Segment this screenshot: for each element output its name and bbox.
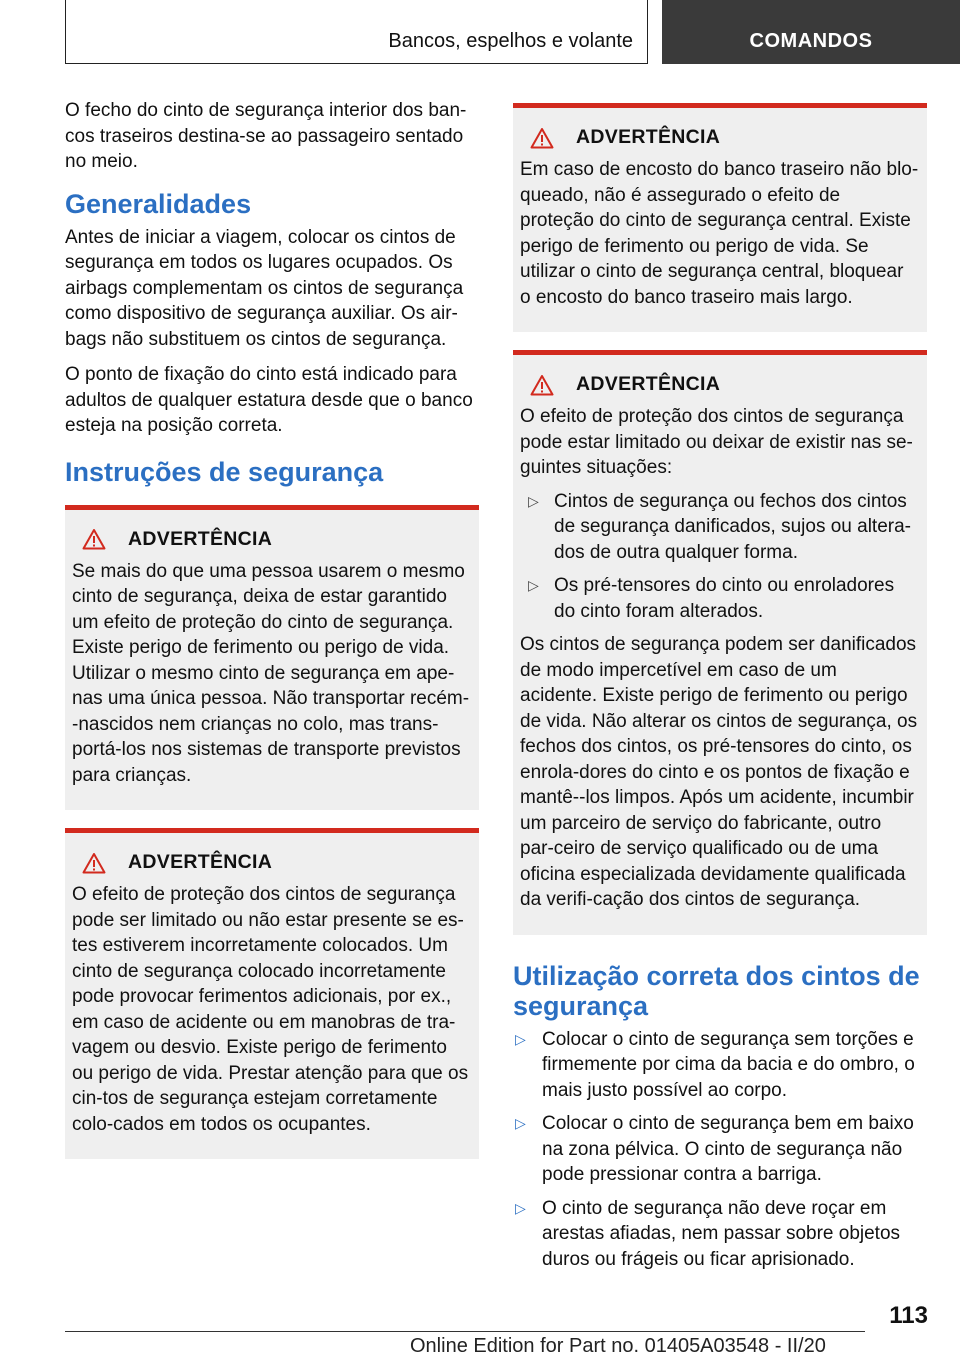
warning-triangle-icon bbox=[530, 374, 554, 396]
left-column bbox=[65, 98, 479, 1173]
warning-title-row bbox=[520, 373, 919, 396]
warning-title: ADVERTÊNCIA bbox=[128, 851, 273, 873]
header-chapter-title: COMANDOS bbox=[749, 30, 873, 52]
list-item-text: Colocar o cinto de segurança bem em baixo na zona pélvica. O cinto de segurança não pode pressionar contra a barriga. bbox=[542, 1113, 914, 1185]
triangle-right-icon: ▷ bbox=[515, 1030, 526, 1047]
warning-text: Em caso de encosto do banco traseiro não blo-queado, não é assegurado o efeito de proteção do cinto de segurança central. Existe perigo de ferimento ou perigo de vida. Se utilizar o cinto de segurança central, bloquear o encosto do banco traseiro mais largo. bbox=[520, 159, 919, 308]
usage-list bbox=[513, 1027, 927, 1273]
heading-safety-instructions: Instruções de segurança bbox=[65, 456, 384, 487]
warning-triangle-icon bbox=[530, 127, 554, 149]
warning-triangle-icon bbox=[82, 852, 106, 874]
header-section-title: Bancos, espelhos e volante bbox=[388, 30, 633, 52]
heading-correct-usage: Utilização correta dos cintos de segurança bbox=[513, 960, 920, 1021]
list-item bbox=[513, 1111, 927, 1188]
warning-title-row bbox=[72, 851, 471, 874]
warning-text: Se mais do que uma pessoa usarem o mesmo cinto de segurança, deixa de estar garantido um efeito de proteção do cinto de segurança. Existe perigo de ferimento ou perigo de vida. Utilizar o mesmo cinto de segurança em ape-nas uma única pessoa. Não transportar recém--nascidos nem crianças no colo, mas trans-portá-los nos sistemas de transporte previstos para crianças. bbox=[72, 560, 470, 786]
heading-generalidades: Generalidades bbox=[65, 188, 252, 219]
triangle-right-icon: ▷ bbox=[515, 1115, 526, 1131]
triangle-right-icon: ▷ bbox=[528, 492, 539, 509]
warning-list bbox=[520, 489, 919, 625]
warning-text: O efeito de proteção dos cintos de segurança pode ser limitado ou não estar presente se es-tes estiverem incorretamente colocados. Um cinto de segurança colocado incorretamente pode provocar ferimentos adicionais, por ex., em caso de acidente ou em manobras de tra-vagem ou desvio. Existe perigo de ferimento ou perigo de vida. Prestar atenção para que os cin-tos de segurança estejam corretamente colo-cados em todos os ocupantes. bbox=[72, 884, 469, 1135]
warning-box-1 bbox=[65, 505, 479, 811]
list-item-text: Os pré-tensores do cinto ou enroladores do cinto foram alterados. bbox=[554, 575, 895, 622]
warning-intro: O efeito de proteção dos cintos de segurança pode estar limitado ou deixar de existir nas se-guintes situações: bbox=[520, 406, 913, 478]
list-item-text: Cintos de segurança ou fechos dos cintos de segurança danificados, sujos ou altera-dos de outra qualquer forma. bbox=[554, 490, 912, 563]
warning-title: ADVERTÊNCIA bbox=[576, 373, 721, 395]
right-column bbox=[513, 86, 927, 1280]
page-number: 113 bbox=[889, 1302, 928, 1329]
warning-box-2 bbox=[65, 828, 479, 1159]
list-item bbox=[513, 1196, 927, 1273]
general-paragraph-1: Antes de iniciar a viagem, colocar os cintos de segurança em todos os lugares ocupados. Os airbags complementam os cintos de segurança como dispositivo de segurança auxiliar. Os air-bags não substituem os cintos de segurança. bbox=[65, 226, 464, 350]
header-section-box bbox=[65, 0, 648, 64]
list-item bbox=[520, 573, 919, 624]
footer-edition: Online Edition for Part no. 01405A03548 - II/20 bbox=[410, 1335, 826, 1357]
list-item bbox=[520, 489, 919, 566]
list-item-text: Colocar o cinto de segurança sem torções e firmemente por cima da bacia e do ombro, o mais justo possível ao corpo. bbox=[542, 1028, 915, 1101]
warning-box-3 bbox=[513, 103, 927, 332]
list-item bbox=[513, 1027, 927, 1104]
triangle-right-icon: ▷ bbox=[528, 577, 539, 593]
warning-title: ADVERTÊNCIA bbox=[576, 126, 721, 148]
warning-triangle-icon bbox=[82, 528, 106, 550]
warning-text: Os cintos de segurança podem ser danificados de modo impercetível em caso de um acidente. Existe perigo de ferimento ou perigo de vida. Não alterar os cintos de segurança, os fechos dos cintos, os pré-tensores do cinto, os enrola-dores do cinto e os pontos de fixação e mantê--los limpos. Após um acidente, incumbir um parceiro de serviço do fabricante, outro par-ceiro de serviço qualificado ou de uma oficina especializada devidamente qualificada da verifi-cação dos cintos de segurança. bbox=[520, 634, 918, 910]
footer-divider bbox=[65, 1331, 865, 1332]
intro-paragraph: O fecho do cinto de segurança interior dos ban-cos traseiros destina-se ao passageiro sentado no meio. bbox=[65, 100, 467, 172]
warning-title: ADVERTÊNCIA bbox=[128, 527, 273, 550]
general-paragraph-2: O ponto de fixação do cinto está indicado para adultos de qualquer estatura desde que o banco esteja na posição correta. bbox=[65, 364, 473, 436]
warning-title-row bbox=[520, 126, 919, 149]
warning-box-4 bbox=[513, 350, 927, 935]
list-item-text: O cinto de segurança não deve roçar em arestas afiadas, nem passar sobre objetos duros ou frágeis ou ficar aprisionado. bbox=[542, 1197, 901, 1270]
header-chapter-tab bbox=[662, 0, 960, 64]
triangle-right-icon: ▷ bbox=[515, 1199, 526, 1216]
warning-title-row bbox=[72, 528, 471, 551]
